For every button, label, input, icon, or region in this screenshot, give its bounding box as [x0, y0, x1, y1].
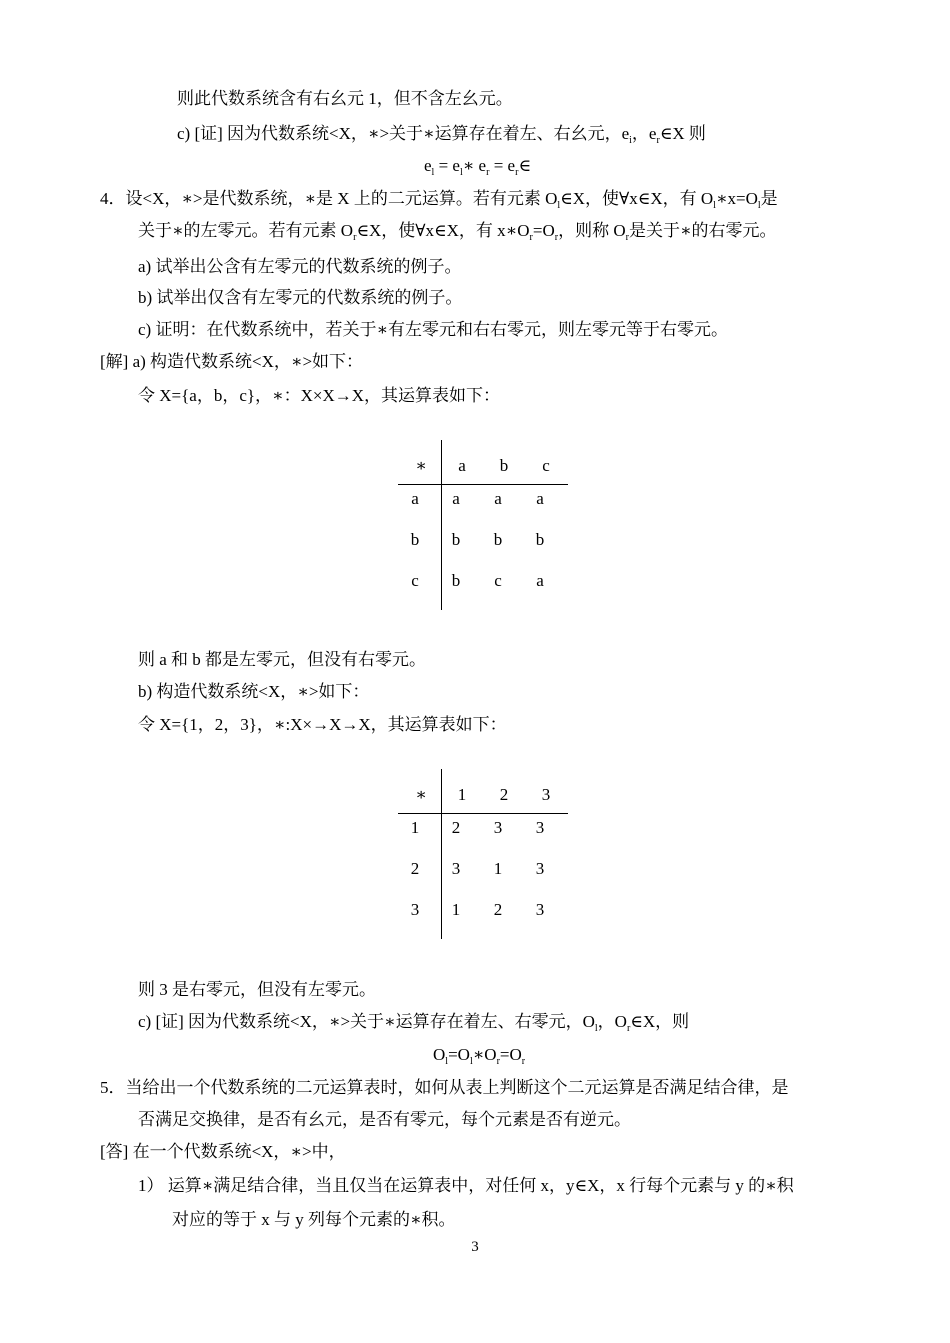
- proof-c-line: c) [证] 因为代数系统<X，∗>关于∗运算存在着左、右幺元，$e_i$，$e_r\in X$ 则: [177, 124, 706, 146]
- table-row-header: 3: [410, 900, 420, 919]
- table-row-header: 2: [410, 859, 420, 878]
- table-cell: a: [494, 489, 502, 508]
- answer-5-heading: [答] 在一个代数系统<X，∗>中，: [100, 1142, 346, 1161]
- table-cell: a: [452, 489, 460, 508]
- table-cell: b: [451, 571, 461, 590]
- table-operator: ∗: [415, 456, 427, 475]
- question-4-line-2: 关于∗的左零元。若有元素 $O_r\in X$，使∀x∈X，有 $x∗O_r=O_r$，则称 $O_r$是关于∗的右零元。: [138, 221, 777, 243]
- question-5-line-2: 否满足交换律，是否有幺元，是否有零元，每个元素是否有逆元。: [138, 1110, 631, 1129]
- table-cell: 3: [451, 859, 461, 878]
- equation-identity: $e_l$ = $e_l∗$ $e_r$ = $e_r\in$: [424, 156, 532, 178]
- table-col-header: c: [542, 456, 550, 475]
- question-4-part-c: c) 证明：在代数系统中，若关于∗有左零元和右右零元，则左零元等于右零元。: [138, 320, 729, 339]
- table-col-header: 1: [457, 785, 467, 804]
- table-cell: b: [451, 530, 461, 549]
- table-row-header: b: [410, 530, 420, 549]
- table-col-header: a: [458, 456, 466, 475]
- table-col-header: b: [499, 456, 509, 475]
- answer-5-item-1-line-2: 对应的等于 x 与 y 列每个元素的∗积。: [172, 1210, 456, 1229]
- table-row-header: 1: [410, 818, 420, 837]
- question-4-part-a: a) 试举出公含有左零元的代数系统的例子。: [138, 257, 462, 276]
- table-operator: ∗: [415, 785, 427, 804]
- table-divider-horizontal: [398, 813, 568, 814]
- text-line: 则此代数系统含有右幺元 1，但不含左幺元。: [177, 89, 513, 108]
- set-definition-1: 令 X={a，b，c}，∗：X×X→X，其运算表如下：: [138, 386, 500, 405]
- table-cell: b: [535, 530, 545, 549]
- table-cell: 2: [493, 900, 503, 919]
- page-number: 3: [471, 1239, 479, 1255]
- table-cell: a: [536, 571, 544, 590]
- table-cell: 1: [451, 900, 461, 919]
- proof-c-zero-line: c) [证] 因为代数系统<X，∗>关于∗运算存在着左、右零元，$O_l$，$O_r\in X$，则: [138, 1012, 690, 1034]
- table-cell: 2: [451, 818, 461, 837]
- question-4-part-b: b) 试举出仅含有左零元的代数系统的例子。: [138, 288, 463, 307]
- conclusion-1: 则 a 和 b 都是左零元，但没有右零元。: [138, 650, 427, 669]
- answer-a-heading: [解] a) 构造代数系统<X，∗>如下：: [100, 352, 364, 371]
- conclusion-2: 则 3 是右零元，但没有左零元。: [138, 980, 376, 999]
- operation-table-1: [398, 440, 568, 610]
- table-col-header: 3: [541, 785, 551, 804]
- table-cell: 3: [493, 818, 503, 837]
- equation-zero: $O_l=O_l∗O_r=O_r$: [433, 1045, 526, 1067]
- answer-b-heading: b) 构造代数系统<X，∗>如下：: [138, 682, 370, 701]
- table-cell: b: [493, 530, 503, 549]
- table-cell: 3: [535, 900, 545, 919]
- table-col-header: 2: [499, 785, 509, 804]
- answer-5-item-1-line-1: 1） 运算∗满足结合律，当且仅当在运算表中，对任何 x，y∈X，x 行每个元素与 y 的∗积: [138, 1176, 794, 1195]
- table-cell: 3: [535, 859, 545, 878]
- operation-table-2: [398, 769, 568, 939]
- table-cell: a: [536, 489, 544, 508]
- table-row-header: c: [411, 571, 419, 590]
- question-4-line-1: 4．设<X，∗>是代数系统，∗是 X 上的二元运算。若有元素 $O_l\in X$，使∀x∈X，有 $O_l∗x=O_l$是: [100, 189, 778, 211]
- set-definition-2: 令 X={1，2，3}，∗:X×→X→X，其运算表如下：: [138, 715, 507, 734]
- table-cell: 1: [493, 859, 503, 878]
- question-5-line-1: 5．当给出一个代数系统的二元运算表时，如何从表上判断这个二元运算是否满足结合律，是: [100, 1078, 789, 1097]
- table-divider-horizontal: [398, 484, 568, 485]
- table-cell: c: [494, 571, 502, 590]
- table-row-header: a: [411, 489, 419, 508]
- table-cell: 3: [535, 818, 545, 837]
